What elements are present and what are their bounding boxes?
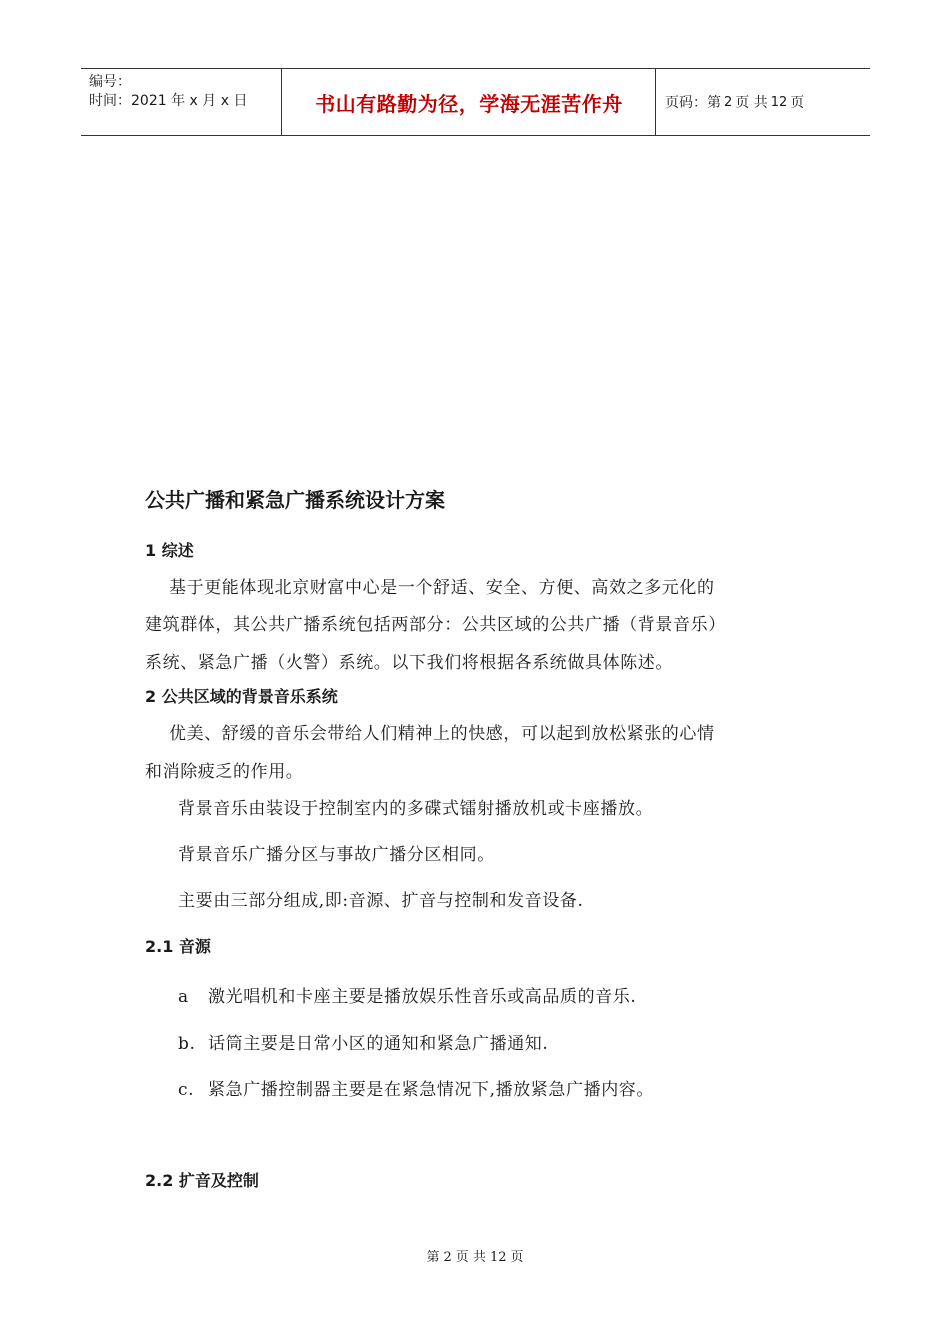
paragraph-line: 背景音乐由装设于控制室内的多碟式镭射播放机或卡座播放。 xyxy=(178,799,654,819)
list-item-text: 话筒主要是日常小区的通知和紧急广播通知. xyxy=(208,1034,549,1054)
list-item-text: 紧急广播控制器主要是在紧急情况下,播放紧急广播内容。 xyxy=(208,1080,655,1100)
list-item xyxy=(178,1029,548,1054)
list-item-marker: c. xyxy=(178,1080,195,1100)
section-heading: 2.1 音源 xyxy=(145,937,211,956)
paragraph-line: 背景音乐广播分区与事故广播分区相同。 xyxy=(178,845,495,865)
header-page-info xyxy=(665,69,870,135)
footer-mid: 页 共 xyxy=(455,1250,486,1265)
header-divider xyxy=(281,69,282,135)
header-page-total: 12 xyxy=(770,94,788,110)
header-motto: 书山有路勤为径，学海无涯苦作舟 xyxy=(315,91,623,116)
paragraph-line: 系统、紧急广播（火警）系统。以下我们将根据各系统做具体陈述。 xyxy=(145,653,673,673)
paragraph-line: 基于更能体现北京财富中心是一个舒适、安全、方便、高效之多元化的 xyxy=(169,578,715,598)
header-page-current: 2 xyxy=(724,94,733,110)
list-item-text: 激光唱机和卡座主要是播放娱乐性音乐或高品质的音乐. xyxy=(208,987,637,1007)
footer-suffix: 页 xyxy=(510,1250,524,1265)
footer-total: 12 xyxy=(489,1250,507,1265)
header-meta xyxy=(89,73,279,111)
list-item xyxy=(178,1075,654,1100)
header-time-label: 时间：2021 年 x 月 x 日 xyxy=(89,93,248,109)
footer-current: 2 xyxy=(443,1250,452,1265)
document-title: 公共广播和紧急广播系统设计方案 xyxy=(145,488,445,512)
page-footer xyxy=(0,1246,950,1265)
header-divider xyxy=(655,69,656,135)
header-page-mid: 页 共 xyxy=(735,95,768,111)
header-page-suffix: 页 xyxy=(790,95,805,111)
header-id-label: 编号： xyxy=(89,74,131,90)
section-heading: 1 综述 xyxy=(145,541,194,560)
footer-prefix: 第 xyxy=(426,1250,440,1265)
list-item xyxy=(178,982,636,1007)
paragraph-line: 主要由三部分组成,即:音源、扩音与控制和发音设备. xyxy=(178,891,584,911)
section-heading: 2.2 扩音及控制 xyxy=(145,1171,259,1190)
page-header xyxy=(81,68,870,136)
paragraph-line: 建筑群体，其公共广播系统包括两部分：公共区域的公共广播（背景音乐） xyxy=(145,615,726,635)
section-heading: 2 公共区域的背景音乐系统 xyxy=(145,687,338,706)
list-item-marker: b. xyxy=(178,1034,196,1054)
list-item-marker: a xyxy=(178,987,189,1007)
paragraph-line: 和消除疲乏的作用。 xyxy=(145,762,304,782)
paragraph-line: 优美、舒缓的音乐会带给人们精神上的快感，可以起到放松紧张的心情 xyxy=(169,724,715,744)
header-page-prefix: 页码：第 xyxy=(665,95,721,111)
